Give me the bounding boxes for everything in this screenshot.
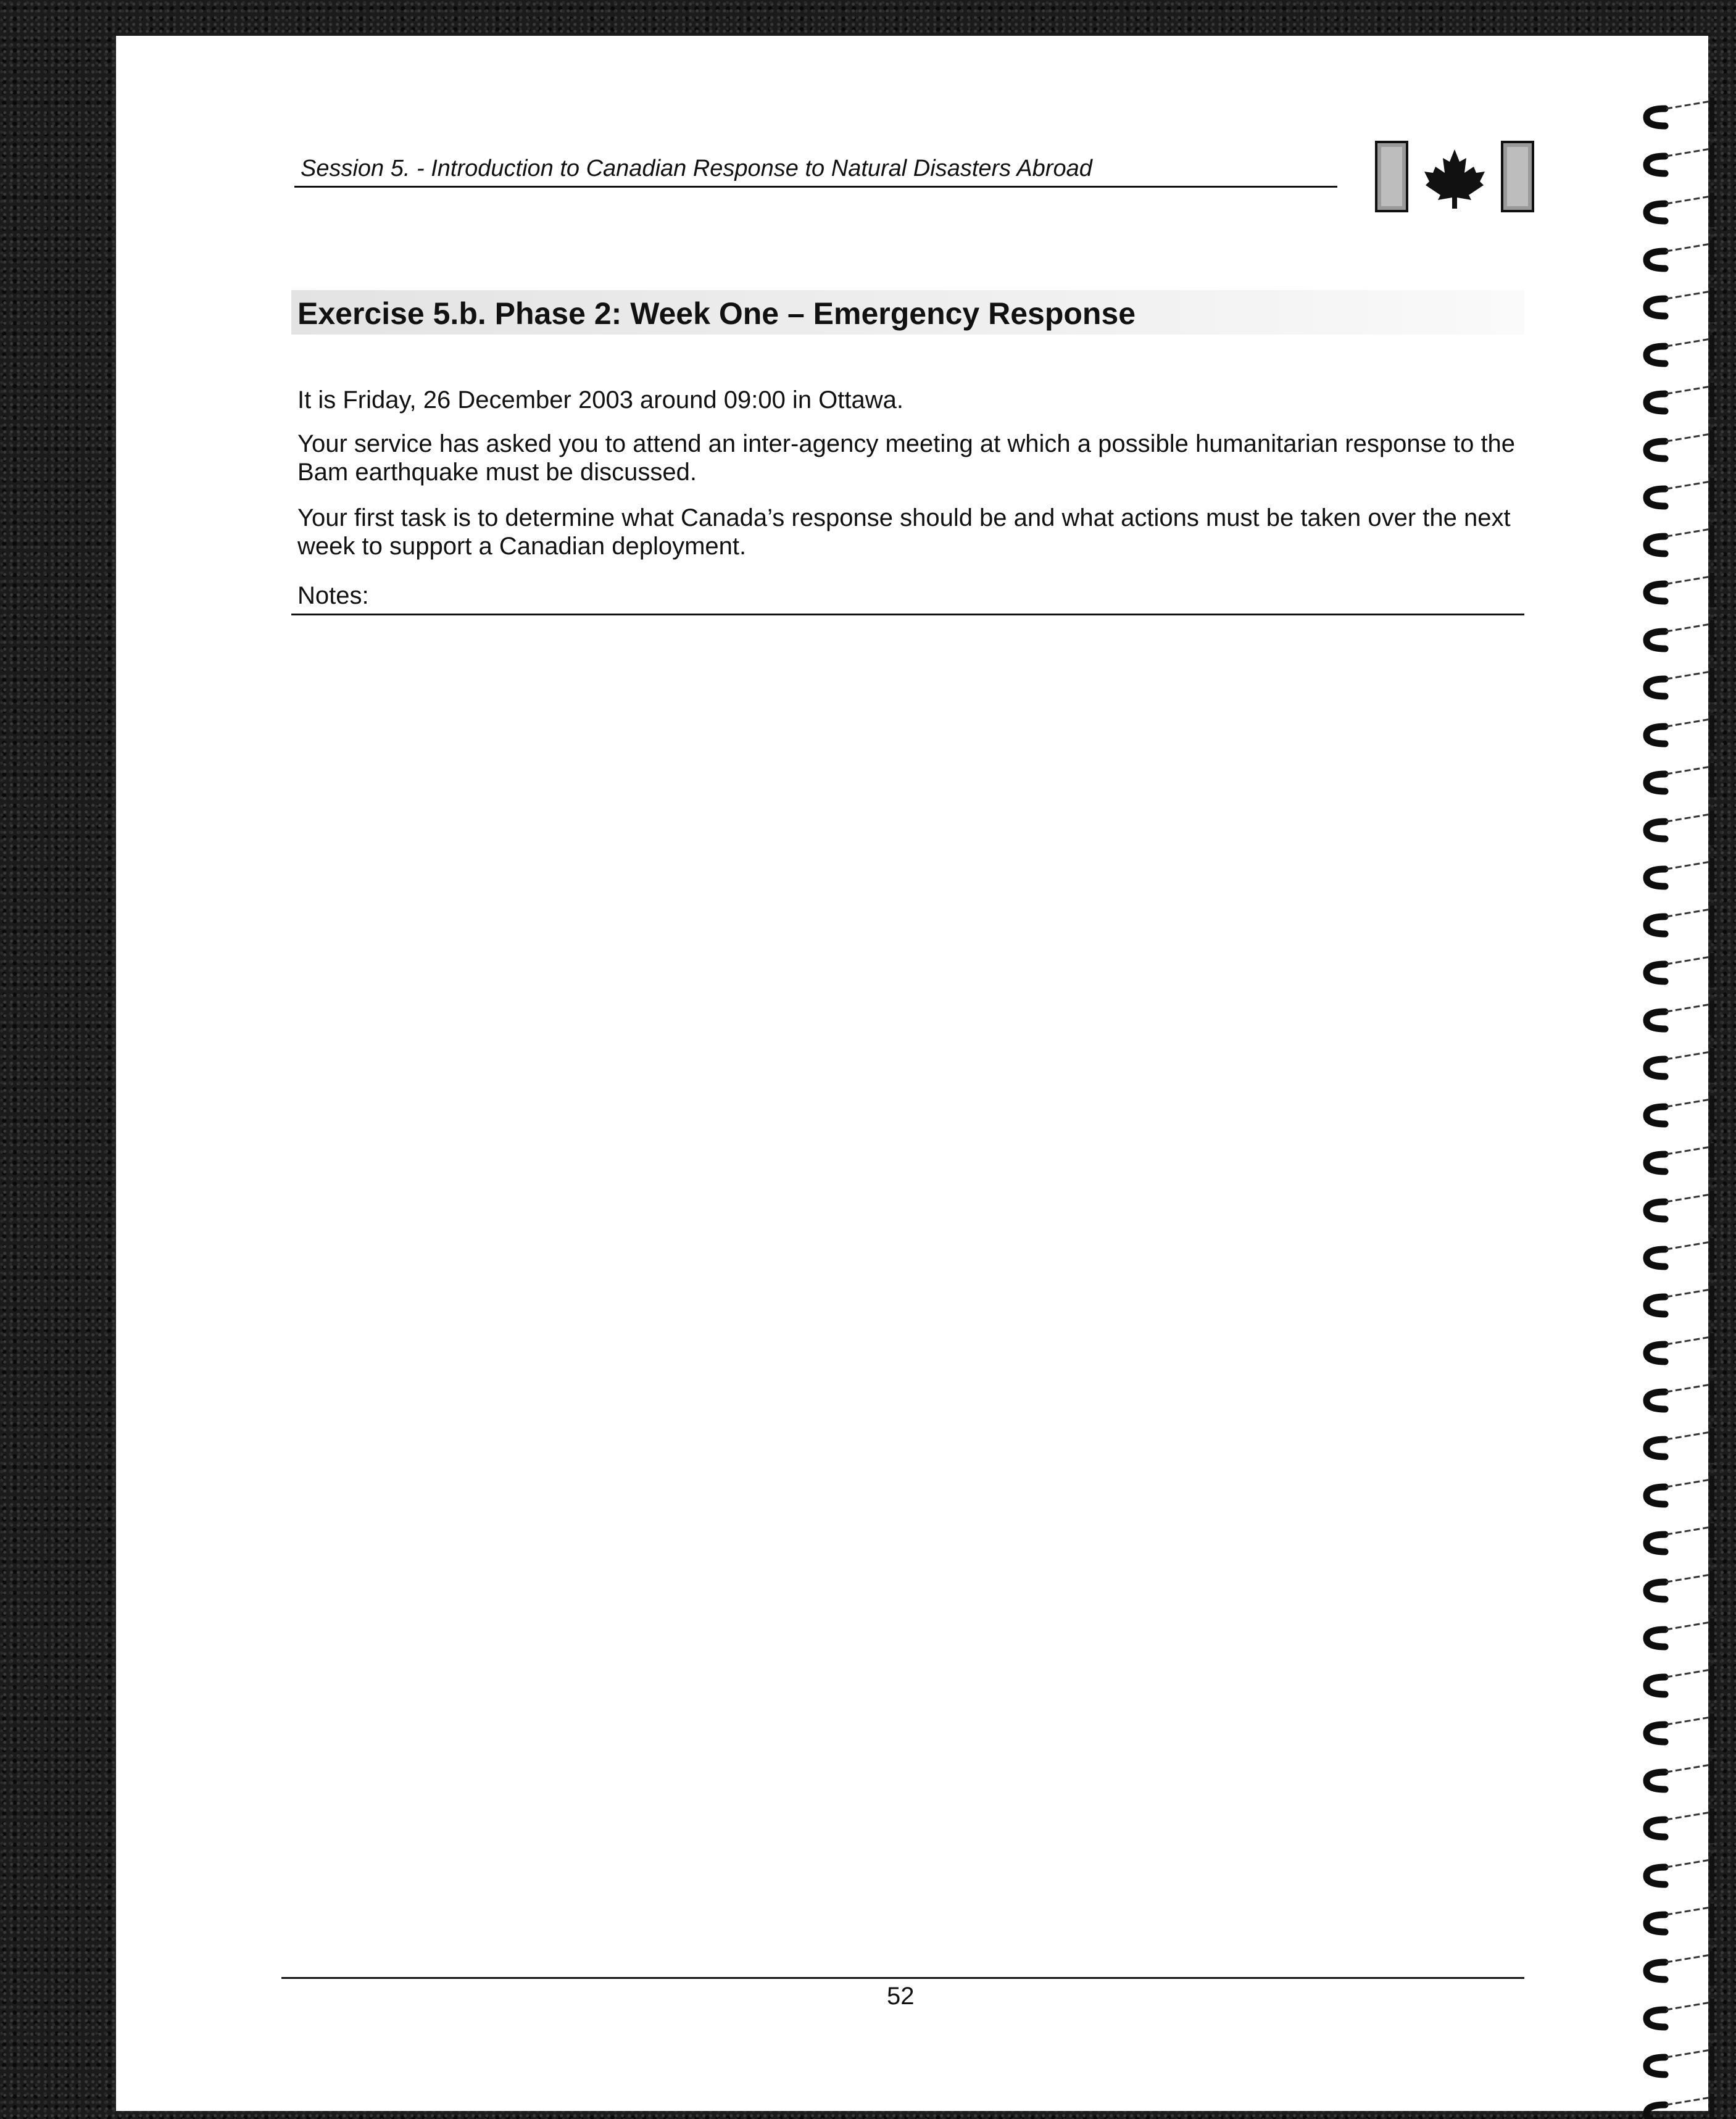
- paragraph-meeting: Your service has asked you to attend an inter-agency meeting at which a possible humanitarian response to the Bam earthquake must be discussed.: [297, 430, 1516, 486]
- binding-coil: [1647, 145, 1714, 180]
- session-title: Session 5. - Introduction to Canadian Response to Natural Disasters Abroad: [301, 156, 1092, 181]
- header-rule: [294, 186, 1337, 188]
- binding-coil: [1647, 1476, 1714, 1510]
- paragraph-task: Your first task is to determine what Canada’s response should be and what actions must be taken over the next week to support a Canadian deployment.: [297, 504, 1511, 560]
- binding-coil: [1647, 2094, 1714, 2119]
- page-number: 52: [887, 1983, 915, 2010]
- binding-coil: [1647, 1143, 1714, 1178]
- binding-coil: [1647, 1001, 1714, 1035]
- binding-coil: [1647, 98, 1714, 132]
- binding-coil: [1647, 1999, 1714, 2033]
- binding-coil: [1647, 430, 1714, 465]
- binding-coil: [1647, 383, 1714, 417]
- notes-rule: [291, 614, 1524, 615]
- binding-coil: [1647, 573, 1714, 607]
- binding-coil: [1647, 715, 1714, 750]
- binding-coil: [1647, 525, 1714, 560]
- paragraph-date: It is Friday, 26 December 2003 around 09:00 in Ottawa.: [297, 386, 904, 414]
- binding-coil: [1647, 1381, 1714, 1415]
- binding-coil: [1647, 905, 1714, 940]
- binding-coil: [1647, 953, 1714, 988]
- binding-coil: [1647, 1523, 1714, 1558]
- binding-coil: [1647, 1666, 1714, 1701]
- binding-coil: [1647, 335, 1714, 370]
- binding-coil: [1647, 1238, 1714, 1273]
- spiral-binding: [1642, 37, 1736, 2119]
- binding-coil: [1647, 1809, 1714, 1843]
- binding-coil: [1647, 240, 1714, 275]
- binding-coil: [1647, 288, 1714, 322]
- binding-coil: [1647, 1096, 1714, 1130]
- binding-coil: [1647, 1428, 1714, 1463]
- document-page: [116, 36, 1708, 2111]
- binding-coil: [1647, 478, 1714, 512]
- binding-coil: [1647, 1286, 1714, 1320]
- binding-coil: [1647, 1571, 1714, 1605]
- binding-coil: [1647, 1713, 1714, 1748]
- exercise-title: Exercise 5.b. Phase 2: Week One – Emergency Response: [297, 296, 1136, 331]
- binding-coil: [1647, 1048, 1714, 1083]
- binding-coil: [1647, 1761, 1714, 1796]
- binding-coil: [1647, 2046, 1714, 2081]
- binding-coil: [1647, 858, 1714, 893]
- binding-coil: [1647, 810, 1714, 845]
- binding-coil: [1647, 1856, 1714, 1891]
- binding-coil: [1647, 193, 1714, 227]
- notes-label: Notes:: [297, 582, 369, 609]
- canada-flag-icon: [1375, 141, 1534, 212]
- binding-coil: [1647, 1904, 1714, 1938]
- binding-coil: [1647, 620, 1714, 655]
- binding-coil: [1647, 668, 1714, 702]
- binding-coil: [1647, 1333, 1714, 1368]
- binding-coil: [1647, 763, 1714, 797]
- binding-coil: [1647, 1191, 1714, 1225]
- footer-rule: [281, 1977, 1524, 1979]
- binding-coil: [1647, 1951, 1714, 1986]
- binding-coil: [1647, 1618, 1714, 1653]
